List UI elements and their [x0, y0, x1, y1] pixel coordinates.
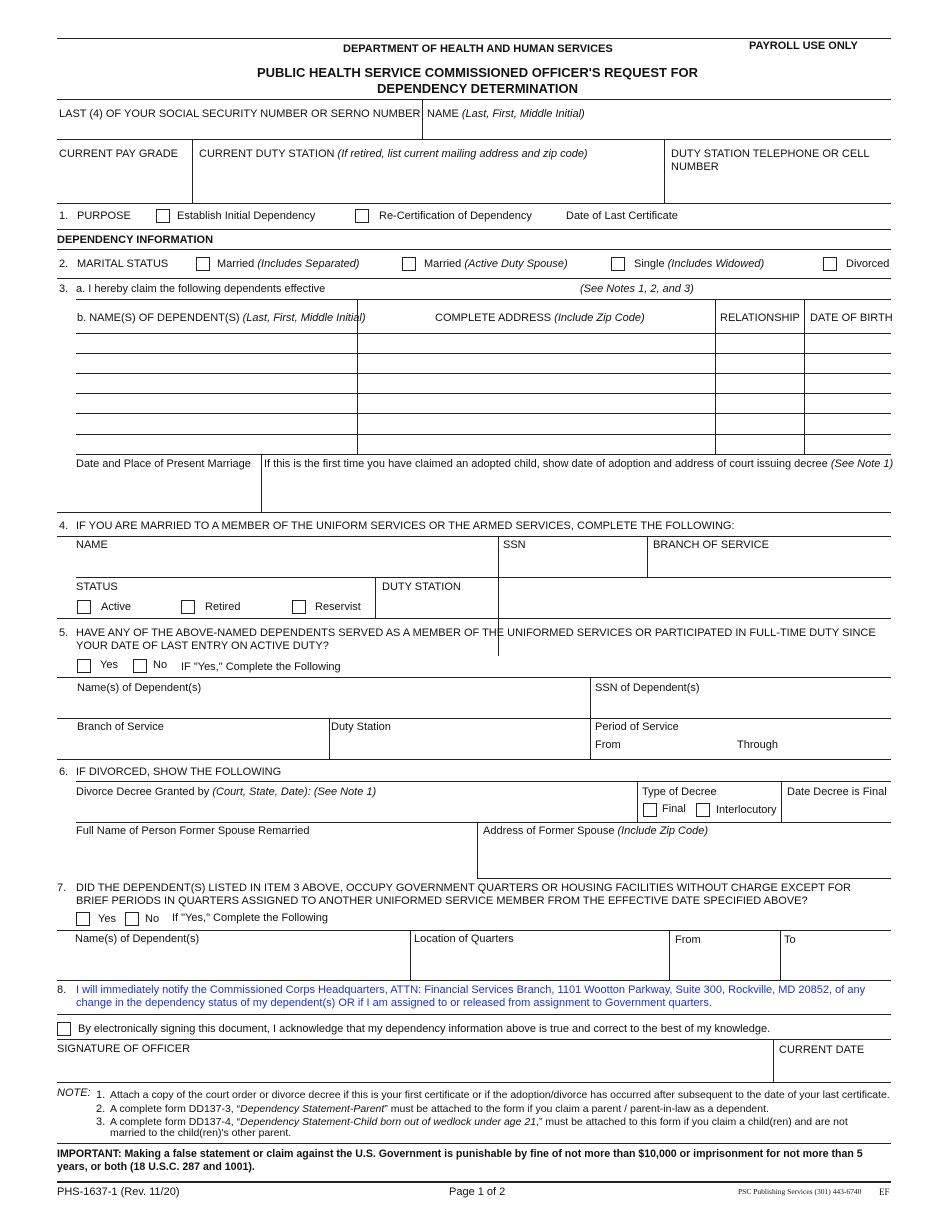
married-separated-checkbox[interactable]: [196, 257, 210, 271]
item7-question-line1: DID THE DEPENDENT(S) LISTED IN ITEM 3 ABOVE, OCCUPY GOVERNMENT QUARTERS OR HOUSING FACILITIES WITHOUT CHARGE EXCEPT FOR: [76, 882, 852, 894]
phone-label-line2: NUMBER: [671, 161, 719, 173]
item5-through-input[interactable]: [782, 737, 890, 757]
payroll-use-label: PAYROLL USE ONLY: [749, 40, 858, 52]
retired-label: Retired: [205, 601, 241, 613]
adoption-label: If this is the first time you have claimed an adopted child, show date of adoption and address of court issuing decree (See Note 1): [264, 458, 894, 470]
spouse-ssn-label: SSN: [503, 539, 526, 551]
item5-no-label: No: [153, 659, 168, 671]
page-number: Page 1 of 2: [449, 1186, 506, 1198]
item7-names-label: Name(s) of Dependent(s): [75, 933, 200, 945]
dependents-table-input[interactable]: [76, 334, 891, 454]
former-spouse-address-input[interactable]: [479, 842, 890, 876]
item7-question-line2: BRIEF PERIODS IN QUARTERS ASSIGNED TO ANOTHER UNIFORMED SERVICE MEMBER FROM THE EFFECTIVE DATE SPECIFIED ABOVE?: [76, 895, 808, 907]
important-warning-line1: IMPORTANT: Making a false statement or claim against the U.S. Government is punishable by fine of not more than $10,000 or imprisonment for not more than 5: [57, 1148, 863, 1160]
item5-branch-label: Branch of Service: [77, 721, 164, 733]
item7-yes-label: Yes: [98, 913, 116, 925]
item3-number: 3.: [59, 283, 69, 295]
divider: [773, 1039, 774, 1082]
decree-granted-input[interactable]: [76, 802, 635, 820]
marriage-input[interactable]: [76, 474, 260, 510]
divorced-label: Divorced: [846, 258, 890, 270]
officer-signature-input[interactable]: [57, 1058, 771, 1080]
reservist-checkbox[interactable]: [292, 600, 306, 614]
item5-yes-label: Yes: [100, 659, 118, 671]
ef-mark: EF: [879, 1187, 890, 1197]
table-row-rule: [76, 454, 891, 455]
purpose-label: PURPOSE: [77, 210, 131, 222]
item5-duty-station-label: Duty Station: [331, 721, 391, 733]
rule: [57, 1082, 891, 1083]
spouse-name-label: NAME: [76, 539, 108, 551]
ssn-input[interactable]: [57, 122, 421, 138]
name-field-label: NAME (Last, First, Middle Initial): [427, 108, 585, 120]
recertification-checkbox[interactable]: [355, 209, 369, 223]
item8-number: 8.: [57, 984, 67, 996]
rule: [57, 278, 891, 279]
note1-number: 1.: [96, 1089, 106, 1101]
phone-label-line1: DUTY STATION TELEPHONE OR CELL: [671, 148, 870, 160]
address-column-header: COMPLETE ADDRESS (Include Zip Code): [435, 312, 645, 324]
acknowledge-checkbox[interactable]: [57, 1022, 71, 1036]
item5-question-line1: HAVE ANY OF THE ABOVE-NAMED DEPENDENTS SERVED AS A MEMBER OF THE UNIFORMED SERVICES OR PARTICIPATED IN FULL-TIME DUTY SINCE: [76, 627, 876, 639]
rule: [57, 618, 891, 619]
spouse-name-input[interactable]: [76, 553, 496, 575]
initial-dependency-label: Establish Initial Dependency: [177, 210, 316, 222]
rule: [57, 203, 891, 204]
spouse-duty-station-input[interactable]: [377, 596, 497, 616]
top-rule: [57, 38, 891, 39]
rule: [57, 512, 891, 513]
item5-ssn-label: SSN of Dependent(s): [595, 682, 700, 694]
phone-input[interactable]: [666, 176, 890, 201]
item7-no-label: No: [145, 913, 160, 925]
dependency-information-heading: DEPENDENCY INFORMATION: [57, 234, 214, 246]
rule: [57, 1143, 891, 1144]
publisher-info: PSC Publishing Services (301) 443-6740: [738, 1187, 862, 1196]
item4-number: 4.: [59, 520, 69, 532]
divider: [410, 930, 411, 980]
item8-statement-line1: I will immediately notify the Commissioned Corps Headquarters, ATTN: Financial Services Branch, 1101 Wootton Parkway, Suite 300, Rockville, MD 20852, of any: [76, 984, 866, 996]
quarters-to-label: To: [784, 934, 796, 946]
notes-reference: (See Notes 1, 2, and 3): [580, 283, 694, 295]
footer-rule: [57, 1181, 891, 1183]
interlocutory-label: Interlocutory: [716, 804, 777, 816]
adoption-input[interactable]: [263, 474, 890, 510]
item5-ssn-input[interactable]: [592, 697, 890, 717]
divider: [637, 781, 638, 822]
item5-if-yes-label: IF "Yes," Complete the Following: [181, 661, 341, 673]
rule: [57, 980, 891, 981]
last-certificate-input[interactable]: [684, 206, 890, 226]
divider: [647, 536, 648, 577]
marital-status-label: MARITAL STATUS: [77, 258, 169, 270]
spouse-status-label: STATUS: [76, 581, 118, 593]
form-title-line1: PUBLIC HEALTH SERVICE COMMISSIONED OFFICER'S REQUEST FOR: [256, 65, 699, 80]
item6-heading: IF DIVORCED, SHOW THE FOLLOWING: [76, 766, 282, 778]
divorced-checkbox[interactable]: [823, 257, 837, 271]
spouse-ssn-input[interactable]: [500, 553, 645, 575]
retired-checkbox[interactable]: [181, 600, 195, 614]
duty-station-label: CURRENT DUTY STATION (If retired, list current mailing address and zip code): [199, 148, 588, 160]
divider: [422, 99, 423, 139]
single-checkbox[interactable]: [611, 257, 625, 271]
spouse-branch-label: BRANCH OF SERVICE: [653, 539, 769, 551]
rule: [76, 822, 891, 823]
reservist-label: Reservist: [315, 601, 361, 613]
item5-yes-checkbox[interactable]: [77, 659, 91, 673]
effective-date-label: a. I hereby claim the following dependents effective: [76, 283, 326, 295]
decree-final-date-input[interactable]: [783, 802, 890, 820]
rule: [477, 878, 891, 879]
item5-branch-input[interactable]: [76, 737, 328, 757]
active-label: Active: [101, 601, 131, 613]
officer-signature-label: SIGNATURE OF OFFICER: [57, 1043, 191, 1055]
former-spouse-address-label: Address of Former Spouse (Include Zip Code): [483, 825, 709, 837]
note2-number: 2.: [96, 1103, 106, 1115]
rule: [57, 677, 891, 678]
item5-period-label: Period of Service: [595, 721, 679, 733]
final-checkbox[interactable]: [643, 803, 657, 817]
item5-question-line2: YOUR DATE OF LAST ENTRY ON ACTIVE DUTY?: [76, 640, 329, 652]
rule: [57, 536, 891, 537]
remarried-label: Full Name of Person Former Spouse Remarried: [76, 825, 310, 837]
last-certificate-label: Date of Last Certificate: [566, 210, 678, 222]
rule: [57, 249, 891, 250]
marital-number: 2.: [59, 258, 69, 270]
form-title-line2: DEPENDENCY DETERMINATION: [376, 81, 579, 96]
rule: [57, 759, 891, 760]
divider: [477, 822, 478, 878]
ssn-field-label: LAST (4) OF YOUR SOCIAL SECURITY NUMBER OR SERNO NUMBER: [59, 108, 421, 120]
active-checkbox[interactable]: [77, 600, 91, 614]
quarters-from-input[interactable]: [671, 950, 779, 978]
item7-no-checkbox[interactable]: [125, 912, 139, 926]
divider: [781, 781, 782, 822]
quarters-to-input[interactable]: [782, 950, 890, 978]
spouse-duty-station-label: DUTY STATION: [382, 581, 461, 593]
item7-yes-checkbox[interactable]: [76, 912, 90, 926]
rule: [57, 1039, 891, 1040]
item7-number: 7.: [57, 882, 67, 894]
rule: [57, 1014, 891, 1015]
purpose-number: 1.: [59, 210, 69, 222]
note2-text: A complete form DD137-3, “Dependency Statement-Parent” must be attached to the form if you claim a parent / parent-in-law as a dependent.: [110, 1103, 769, 1115]
item5-number: 5.: [59, 627, 69, 639]
item5-from-input[interactable]: [625, 737, 735, 757]
item5-from-label: From: [595, 739, 621, 751]
pay-grade-label: CURRENT PAY GRADE: [59, 148, 178, 160]
initial-dependency-checkbox[interactable]: [156, 209, 170, 223]
note-label: NOTE:: [57, 1087, 91, 1099]
pay-grade-input[interactable]: [57, 163, 191, 201]
form-number: PHS-1637-1 (Rev. 11/20): [57, 1186, 180, 1198]
rule: [57, 99, 891, 100]
final-label: Final: [662, 803, 686, 815]
note3-number: 3.: [96, 1116, 106, 1128]
decree-type-label: Type of Decree: [642, 786, 717, 798]
recertification-label: Re-Certification of Dependency: [379, 210, 532, 222]
item8-statement-line2: change in the dependency status of my dependent(s) OR if I am assigned to or released from assignment to Government quarters.: [76, 997, 712, 1009]
dependent-name-column-header: b. NAME(S) OF DEPENDENT(S) (Last, First, Middle Initial): [77, 312, 366, 324]
note3-text: A complete form DD137-4, “Dependency Statement-Child born out of wedlock under age 21,” must be attached to this form if you claim a child(ren) and are not: [110, 1116, 848, 1128]
rule: [57, 718, 891, 719]
item5-through-label: Through: [737, 739, 778, 751]
item5-duty-station-input[interactable]: [331, 737, 588, 757]
duty-station-input[interactable]: [194, 163, 663, 201]
married-active-duty-checkbox[interactable]: [402, 257, 416, 271]
spouse-branch-input[interactable]: [649, 553, 890, 575]
dob-column-header: DATE OF BIRTH: [810, 312, 893, 324]
item5-no-checkbox[interactable]: [133, 659, 147, 673]
rule: [76, 299, 891, 300]
acknowledge-label: By electronically signing this document, I acknowledge that my dependency information above is true and correct to the best of my knowledge.: [78, 1023, 771, 1035]
item7-names-input[interactable]: [76, 950, 409, 978]
decree-final-date-label: Date Decree is Final: [787, 786, 887, 798]
note3-text-continued: married to the child(ren)'s other parent.: [110, 1127, 292, 1139]
marriage-date-place-label: Date and Place of Present Marriage: [76, 458, 251, 470]
item5-names-input[interactable]: [76, 697, 588, 717]
divider: [669, 930, 670, 980]
rule: [76, 781, 891, 782]
rule: [57, 139, 891, 140]
divider: [261, 454, 262, 512]
divider: [664, 139, 665, 203]
department-name: DEPARTMENT OF HEALTH AND HUMAN SERVICES: [343, 43, 613, 55]
married-active-duty-label: Married (Active Duty Spouse): [424, 258, 568, 270]
item5-names-label: Name(s) of Dependent(s): [77, 682, 202, 694]
married-separated-label: Married (Includes Separated): [217, 258, 360, 270]
important-warning-line2: years, or both (18 U.S.C. 287 and 1001).: [57, 1161, 255, 1173]
current-date-label: CURRENT DATE: [779, 1044, 865, 1056]
rule: [57, 930, 891, 931]
divider: [329, 718, 330, 759]
single-label: Single (Includes Widowed): [634, 258, 765, 270]
name-input[interactable]: [424, 122, 890, 138]
decree-granted-label: Divorce Decree Granted by (Court, State, Date): (See Note 1): [76, 786, 377, 798]
item4-question: IF YOU ARE MARRIED TO A MEMBER OF THE UNIFORM SERVICES OR THE ARMED SERVICES, COMPLETE THE FOLLOWING:: [76, 520, 735, 532]
quarters-location-input[interactable]: [412, 950, 668, 978]
rule: [57, 229, 891, 230]
current-date-input[interactable]: [775, 1060, 890, 1080]
divider: [780, 930, 781, 980]
interlocutory-checkbox[interactable]: [696, 803, 710, 817]
rule: [76, 577, 891, 578]
item6-number: 6.: [59, 766, 69, 778]
divider: [192, 139, 193, 203]
item7-if-yes-label: If "Yes," Complete the Following: [172, 912, 328, 924]
quarters-from-label: From: [675, 934, 701, 946]
effective-date-input[interactable]: [325, 280, 575, 296]
note1-text: Attach a copy of the court order or divorce decree if this is your first certificate or if the adoption/divorce has occurred after subsequent to the date of your last certificate.: [110, 1089, 890, 1101]
quarters-location-label: Location of Quarters: [414, 933, 514, 945]
relationship-column-header: RELATIONSHIP: [720, 312, 800, 324]
divider: [375, 577, 376, 618]
remarried-input[interactable]: [76, 842, 476, 876]
